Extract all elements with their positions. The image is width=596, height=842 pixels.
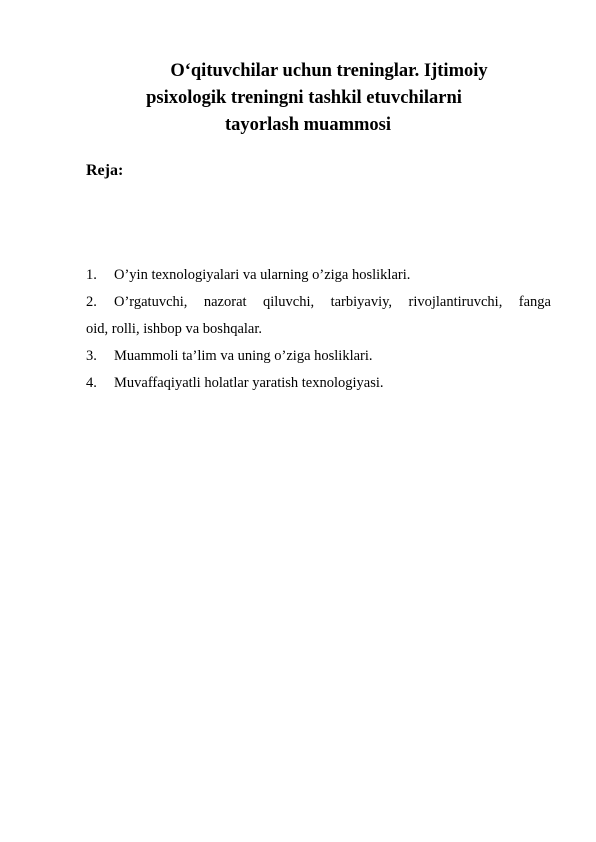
- list-item-text: O’yin texnologiyalari va ularning o’ziga hosliklari.: [114, 267, 411, 283]
- document-title: [100, 58, 520, 139]
- list-item-number: 3.: [86, 348, 97, 364]
- list-item-text: Muammoli ta’lim va uning o’ziga hosliklari.: [114, 348, 373, 364]
- list-item-text: Muvaffaqiyatli holatlar yaratish texnologiyasi.: [114, 375, 384, 391]
- list-item-number: 2.: [86, 294, 97, 310]
- list-item-4: [86, 370, 551, 397]
- plan-list: [86, 262, 551, 397]
- title-line-3: tayorlash muammosi: [225, 115, 391, 135]
- title-line-2: psixologik treningni tashkil etuvchilarni: [146, 88, 462, 108]
- plan-heading: Reja:: [86, 162, 124, 179]
- title-line-1: O‘qituvchilar uchun treninglar. Ijtimoiy: [170, 61, 488, 81]
- list-item-number: 1.: [86, 267, 97, 283]
- list-item-2: [86, 289, 551, 343]
- list-item-text-continuation: oid, rolli, ishbop va boshqalar.: [86, 321, 262, 337]
- list-item-3: [86, 343, 551, 370]
- list-item-text-first-line: [86, 289, 551, 316]
- list-item-1: [86, 262, 551, 289]
- list-item-text: O’rgatuvchi, nazorat qiluvchi, tarbiyaviy, rivojlantiruvchi, fanga: [114, 294, 551, 310]
- list-item-number: 4.: [86, 375, 97, 391]
